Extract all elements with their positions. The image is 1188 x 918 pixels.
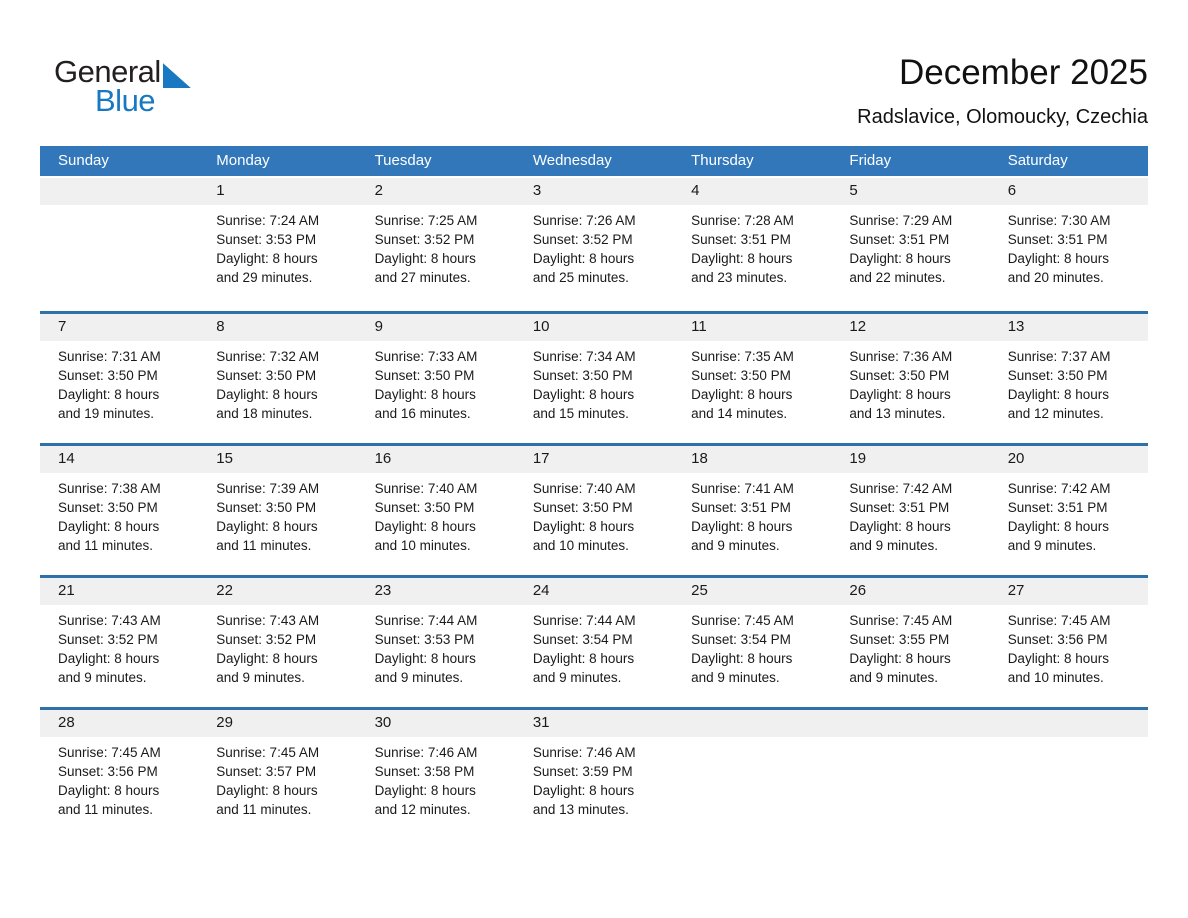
- logo-text-general: General: [54, 54, 161, 89]
- day-number-band: [990, 446, 1148, 473]
- day-details: [515, 205, 673, 305]
- day-number: 29: [216, 713, 233, 731]
- day-number: 31: [532, 713, 550, 731]
- day-details: [990, 737, 1148, 761]
- day-number-band: [515, 578, 673, 605]
- day-cell-empty: [831, 710, 989, 839]
- sunrise-text: Sunrise: 7:37 AM: [1007, 348, 1111, 364]
- day-number-band: [831, 578, 989, 605]
- day-details: [198, 605, 356, 705]
- sunset-text: Sunset: 3:50 PM: [1007, 367, 1108, 383]
- day-cell-7: [40, 314, 198, 443]
- day-number-band: [673, 178, 831, 205]
- daylight-text-line1: Daylight: 8 hours: [216, 386, 318, 402]
- day-cell-31: [515, 710, 673, 839]
- day-cell-8: [198, 314, 356, 443]
- day-number-band: [990, 710, 1148, 737]
- daylight-text-line2: and 11 minutes.: [58, 537, 154, 553]
- day-number-band: [357, 710, 515, 737]
- week-row: [40, 311, 1148, 443]
- daylight-text-line1: Daylight: 8 hours: [216, 518, 318, 534]
- daylight-text-line2: and 9 minutes.: [374, 669, 464, 685]
- day-details: [831, 737, 989, 761]
- day-details: [198, 205, 356, 305]
- weeks-container: [40, 178, 1148, 839]
- sunset-text: Sunset: 3:51 PM: [1007, 499, 1108, 515]
- day-number-band: [673, 710, 831, 737]
- sunrise-text: Sunrise: 7:42 AM: [1007, 480, 1111, 496]
- daylight-text-line1: Daylight: 8 hours: [58, 386, 160, 402]
- day-number-band: [515, 178, 673, 205]
- day-number: 19: [849, 449, 867, 467]
- day-number: 7: [58, 317, 67, 335]
- sunrise-text: Sunrise: 7:46 AM: [532, 744, 636, 760]
- day-cell-21: [40, 578, 198, 707]
- day-details: [831, 473, 989, 573]
- general-blue-logo: [54, 54, 191, 119]
- day-number-band: [198, 314, 356, 341]
- daylight-text-line1: Daylight: 8 hours: [1007, 650, 1109, 666]
- sunrise-text: Sunrise: 7:45 AM: [691, 612, 794, 628]
- day-number-band: [990, 314, 1148, 341]
- daylight-text-line2: and 9 minutes.: [691, 537, 780, 553]
- day-cell-10: [515, 314, 673, 443]
- sunrise-text: Sunrise: 7:43 AM: [58, 612, 161, 628]
- sunrise-text: Sunrise: 7:32 AM: [216, 348, 320, 364]
- sunset-text: Sunset: 3:50 PM: [216, 499, 317, 515]
- daylight-text-line1: Daylight: 8 hours: [691, 250, 793, 266]
- daylight-text-line2: and 18 minutes.: [216, 405, 313, 421]
- sunrise-text: Sunrise: 7:40 AM: [374, 480, 478, 496]
- day-cell-1: [198, 178, 356, 311]
- sunset-text: Sunset: 3:50 PM: [374, 499, 475, 515]
- day-cell-11: [673, 314, 831, 443]
- week-row: [40, 707, 1148, 839]
- logo-text-blue: Blue: [95, 83, 156, 118]
- day-number-band: [515, 710, 673, 737]
- day-number-band: [198, 178, 356, 205]
- day-details: [515, 605, 673, 705]
- daylight-text-line1: Daylight: 8 hours: [532, 650, 635, 666]
- sunset-text: Sunset: 3:52 PM: [374, 231, 475, 247]
- sunrise-text: Sunrise: 7:26 AM: [532, 212, 636, 228]
- day-number: 22: [216, 581, 233, 599]
- sunrise-text: Sunrise: 7:42 AM: [849, 480, 953, 496]
- daylight-text-line2: and 9 minutes.: [849, 537, 938, 553]
- day-details: [515, 473, 673, 573]
- daylight-text-line1: Daylight: 8 hours: [691, 650, 793, 666]
- day-number-band: [673, 578, 831, 605]
- sunset-text: Sunset: 3:53 PM: [216, 231, 317, 247]
- day-number-band: [831, 710, 989, 737]
- day-number: 25: [691, 581, 708, 599]
- weekday-header-monday: Monday: [216, 151, 270, 169]
- sunset-text: Sunset: 3:50 PM: [374, 367, 475, 383]
- day-number-band: [40, 710, 198, 737]
- day-details: [990, 473, 1148, 573]
- day-cell-29: [198, 710, 356, 839]
- week-row: [40, 575, 1148, 707]
- day-number: 26: [849, 581, 867, 599]
- sunset-text: Sunset: 3:56 PM: [58, 763, 158, 779]
- sunset-text: Sunset: 3:52 PM: [58, 631, 158, 647]
- day-details: [40, 605, 198, 705]
- sunrise-text: Sunrise: 7:45 AM: [1007, 612, 1111, 628]
- daylight-text-line1: Daylight: 8 hours: [1007, 518, 1109, 534]
- daylight-text-line2: and 12 minutes.: [374, 801, 471, 817]
- sunrise-text: Sunrise: 7:30 AM: [1007, 212, 1111, 228]
- sunrise-text: Sunrise: 7:38 AM: [58, 480, 161, 496]
- daylight-text-line1: Daylight: 8 hours: [532, 518, 635, 534]
- day-cell-13: [990, 314, 1148, 443]
- day-number: 16: [374, 449, 392, 467]
- sunrise-text: Sunrise: 7:45 AM: [216, 744, 320, 760]
- sunset-text: Sunset: 3:58 PM: [374, 763, 475, 779]
- day-details: [831, 605, 989, 705]
- day-details: [198, 341, 356, 441]
- day-cell-empty: [990, 710, 1148, 839]
- day-number-band: [198, 446, 356, 473]
- day-details: [515, 341, 673, 441]
- daylight-text-line2: and 9 minutes.: [1007, 537, 1097, 553]
- day-number: 15: [216, 449, 233, 467]
- sunset-text: Sunset: 3:50 PM: [58, 499, 158, 515]
- sunset-text: Sunset: 3:50 PM: [532, 367, 633, 383]
- daylight-text-line1: Daylight: 8 hours: [1007, 386, 1109, 402]
- daylight-text-line1: Daylight: 8 hours: [58, 650, 160, 666]
- daylight-text-line1: Daylight: 8 hours: [216, 650, 318, 666]
- day-details: [673, 605, 831, 705]
- weekday-header-tuesday: Tuesday: [374, 151, 432, 169]
- day-number: 5: [849, 181, 858, 199]
- daylight-text-line2: and 11 minutes.: [216, 801, 312, 817]
- day-number: 3: [532, 181, 542, 199]
- daylight-text-line1: Daylight: 8 hours: [849, 518, 951, 534]
- sunrise-text: Sunrise: 7:44 AM: [374, 612, 478, 628]
- day-details: [198, 473, 356, 573]
- day-cell-17: [515, 446, 673, 575]
- day-cell-5: [831, 178, 989, 311]
- day-details: [990, 605, 1148, 705]
- day-number: 2: [374, 181, 383, 199]
- daylight-text-line2: and 11 minutes.: [58, 801, 154, 817]
- daylight-text-line2: and 14 minutes.: [691, 405, 788, 421]
- sunrise-text: Sunrise: 7:46 AM: [374, 744, 478, 760]
- sunrise-text: Sunrise: 7:25 AM: [374, 212, 478, 228]
- day-number: 1: [216, 181, 225, 199]
- sunset-text: Sunset: 3:50 PM: [849, 367, 950, 383]
- day-details: [40, 473, 198, 573]
- sunset-text: Sunset: 3:51 PM: [1007, 231, 1108, 247]
- daylight-text-line1: Daylight: 8 hours: [849, 386, 951, 402]
- daylight-text-line1: Daylight: 8 hours: [849, 650, 951, 666]
- day-number: 30: [374, 713, 392, 731]
- daylight-text-line1: Daylight: 8 hours: [216, 250, 318, 266]
- daylight-text-line2: and 13 minutes.: [849, 405, 946, 421]
- sunset-text: Sunset: 3:50 PM: [532, 499, 633, 515]
- sunset-text: Sunset: 3:54 PM: [691, 631, 791, 647]
- day-details: [673, 205, 831, 305]
- day-number: 20: [1007, 449, 1025, 467]
- day-cell-4: [673, 178, 831, 311]
- day-cell-27: [990, 578, 1148, 707]
- day-number: 8: [216, 317, 225, 335]
- day-number-band: [831, 314, 989, 341]
- day-cell-25: [673, 578, 831, 707]
- day-number-band: [831, 178, 989, 205]
- sunrise-text: Sunrise: 7:35 AM: [691, 348, 794, 364]
- weekday-header-row: [40, 146, 1148, 176]
- sunset-text: Sunset: 3:52 PM: [216, 631, 317, 647]
- sunset-text: Sunset: 3:55 PM: [849, 631, 950, 647]
- sunset-text: Sunset: 3:51 PM: [691, 231, 791, 247]
- calendar-grid: [40, 146, 1148, 839]
- day-cell-14: [40, 446, 198, 575]
- weekday-header-thursday: Thursday: [691, 151, 754, 169]
- sunset-text: Sunset: 3:59 PM: [532, 763, 633, 779]
- sunrise-text: Sunrise: 7:31 AM: [58, 348, 161, 364]
- day-cell-empty: [40, 178, 198, 311]
- day-details: [990, 341, 1148, 441]
- day-cell-30: [357, 710, 515, 839]
- day-number-band: [198, 578, 356, 605]
- daylight-text-line1: Daylight: 8 hours: [532, 250, 635, 266]
- day-cell-9: [357, 314, 515, 443]
- day-number: 10: [532, 317, 550, 335]
- daylight-text-line2: and 9 minutes.: [532, 669, 622, 685]
- daylight-text-line1: Daylight: 8 hours: [58, 518, 160, 534]
- day-number: 14: [58, 449, 75, 467]
- daylight-text-line1: Daylight: 8 hours: [58, 782, 160, 798]
- sunset-text: Sunset: 3:51 PM: [849, 499, 950, 515]
- day-cell-12: [831, 314, 989, 443]
- sunset-text: Sunset: 3:52 PM: [532, 231, 633, 247]
- day-details: [40, 341, 198, 441]
- week-row: [40, 443, 1148, 575]
- location-subtitle: Radslavice, Olomoucky, Czechia: [857, 105, 1148, 128]
- day-details: [357, 737, 515, 837]
- day-cell-19: [831, 446, 989, 575]
- page-title: December 2025: [898, 53, 1148, 92]
- weekday-header-friday: Friday: [849, 151, 892, 169]
- daylight-text-line2: and 10 minutes.: [532, 537, 629, 553]
- day-number-band: [990, 578, 1148, 605]
- daylight-text-line1: Daylight: 8 hours: [374, 386, 476, 402]
- title-block: [857, 54, 1148, 129]
- daylight-text-line2: and 9 minutes.: [849, 669, 938, 685]
- daylight-text-line1: Daylight: 8 hours: [532, 782, 635, 798]
- sunrise-text: Sunrise: 7:29 AM: [849, 212, 953, 228]
- day-number: 21: [58, 581, 75, 599]
- week-row: [40, 178, 1148, 311]
- day-number: 28: [58, 713, 75, 731]
- daylight-text-line1: Daylight: 8 hours: [374, 782, 476, 798]
- daylight-text-line2: and 11 minutes.: [216, 537, 312, 553]
- day-cell-3: [515, 178, 673, 311]
- day-cell-24: [515, 578, 673, 707]
- sunset-text: Sunset: 3:57 PM: [216, 763, 317, 779]
- day-cell-16: [357, 446, 515, 575]
- sunrise-text: Sunrise: 7:44 AM: [532, 612, 636, 628]
- sunrise-text: Sunrise: 7:39 AM: [216, 480, 320, 496]
- day-number-band: [673, 314, 831, 341]
- sunset-text: Sunset: 3:50 PM: [58, 367, 158, 383]
- daylight-text-line1: Daylight: 8 hours: [691, 386, 793, 402]
- daylight-text-line2: and 29 minutes.: [216, 269, 313, 285]
- daylight-text-line2: and 9 minutes.: [58, 669, 147, 685]
- day-number-band: [357, 178, 515, 205]
- day-details: [40, 737, 198, 837]
- day-cell-28: [40, 710, 198, 839]
- sunrise-text: Sunrise: 7:28 AM: [691, 212, 794, 228]
- sunset-text: Sunset: 3:50 PM: [691, 367, 791, 383]
- daylight-text-line1: Daylight: 8 hours: [216, 782, 318, 798]
- sunset-text: Sunset: 3:51 PM: [849, 231, 950, 247]
- day-details: [357, 205, 515, 305]
- day-cell-15: [198, 446, 356, 575]
- day-number: 13: [1007, 317, 1025, 335]
- sunset-text: Sunset: 3:50 PM: [216, 367, 317, 383]
- daylight-text-line1: Daylight: 8 hours: [849, 250, 951, 266]
- daylight-text-line2: and 10 minutes.: [1007, 669, 1104, 685]
- day-details: [831, 205, 989, 305]
- day-number-band: [40, 314, 198, 341]
- day-details: [357, 341, 515, 441]
- day-number: 18: [691, 449, 708, 467]
- sunrise-text: Sunrise: 7:40 AM: [532, 480, 636, 496]
- day-details: [831, 341, 989, 441]
- weekday-header-sunday: Sunday: [58, 151, 109, 169]
- day-number: 27: [1007, 581, 1025, 599]
- daylight-text-line1: Daylight: 8 hours: [532, 386, 635, 402]
- day-number: 9: [374, 317, 383, 335]
- daylight-text-line1: Daylight: 8 hours: [691, 518, 793, 534]
- daylight-text-line1: Daylight: 8 hours: [374, 250, 476, 266]
- day-cell-22: [198, 578, 356, 707]
- day-number-band: [357, 446, 515, 473]
- day-number: 12: [849, 317, 867, 335]
- day-number: 23: [374, 581, 392, 599]
- weekday-header-wednesday: Wednesday: [532, 151, 612, 169]
- day-number: 4: [691, 181, 700, 199]
- day-cell-empty: [673, 710, 831, 839]
- day-details: [673, 473, 831, 573]
- daylight-text-line2: and 12 minutes.: [1007, 405, 1104, 421]
- daylight-text-line2: and 13 minutes.: [532, 801, 629, 817]
- daylight-text-line2: and 20 minutes.: [1007, 269, 1104, 285]
- day-number-band: [990, 178, 1148, 205]
- sunrise-text: Sunrise: 7:45 AM: [849, 612, 953, 628]
- day-number-band: [515, 314, 673, 341]
- day-number: 6: [1007, 181, 1017, 199]
- day-number-band: [831, 446, 989, 473]
- daylight-text-line2: and 15 minutes.: [532, 405, 629, 421]
- day-cell-6: [990, 178, 1148, 311]
- day-number: 24: [532, 581, 550, 599]
- day-cell-26: [831, 578, 989, 707]
- sunset-text: Sunset: 3:56 PM: [1007, 631, 1108, 647]
- daylight-text-line2: and 9 minutes.: [691, 669, 780, 685]
- daylight-text-line2: and 19 minutes.: [58, 405, 155, 421]
- day-number-band: [357, 314, 515, 341]
- day-number-band: [40, 578, 198, 605]
- day-details: [990, 205, 1148, 305]
- sunset-text: Sunset: 3:53 PM: [374, 631, 475, 647]
- daylight-text-line2: and 25 minutes.: [532, 269, 629, 285]
- day-number: 11: [691, 317, 707, 335]
- day-details: [357, 605, 515, 705]
- day-cell-23: [357, 578, 515, 707]
- day-details: [40, 205, 198, 229]
- day-number-band: [40, 446, 198, 473]
- sunrise-text: Sunrise: 7:36 AM: [849, 348, 953, 364]
- day-details: [673, 737, 831, 761]
- sunrise-text: Sunrise: 7:24 AM: [216, 212, 320, 228]
- sunset-text: Sunset: 3:51 PM: [691, 499, 791, 515]
- daylight-text-line1: Daylight: 8 hours: [374, 518, 476, 534]
- day-number: 17: [532, 449, 550, 467]
- day-details: [198, 737, 356, 837]
- sunrise-text: Sunrise: 7:34 AM: [532, 348, 636, 364]
- day-number-band: [357, 578, 515, 605]
- sunrise-text: Sunrise: 7:43 AM: [216, 612, 320, 628]
- day-number-band: [40, 178, 198, 205]
- daylight-text-line1: Daylight: 8 hours: [1007, 250, 1109, 266]
- sunrise-text: Sunrise: 7:41 AM: [691, 480, 794, 496]
- sunset-text: Sunset: 3:54 PM: [532, 631, 633, 647]
- day-number-band: [198, 710, 356, 737]
- day-details: [357, 473, 515, 573]
- day-cell-18: [673, 446, 831, 575]
- day-cell-20: [990, 446, 1148, 575]
- day-cell-2: [357, 178, 515, 311]
- top-bar: [40, 0, 1148, 129]
- daylight-text-line2: and 10 minutes.: [374, 537, 471, 553]
- daylight-text-line2: and 9 minutes.: [216, 669, 305, 685]
- daylight-text-line2: and 23 minutes.: [691, 269, 788, 285]
- daylight-text-line1: Daylight: 8 hours: [374, 650, 476, 666]
- sunrise-text: Sunrise: 7:33 AM: [374, 348, 478, 364]
- weekday-header-saturday: Saturday: [1007, 151, 1068, 169]
- day-details: [515, 737, 673, 837]
- day-details: [673, 341, 831, 441]
- daylight-text-line2: and 16 minutes.: [374, 405, 471, 421]
- day-number-band: [515, 446, 673, 473]
- daylight-text-line2: and 27 minutes.: [374, 269, 471, 285]
- sunrise-text: Sunrise: 7:45 AM: [58, 744, 161, 760]
- day-number-band: [673, 446, 831, 473]
- daylight-text-line2: and 22 minutes.: [849, 269, 946, 285]
